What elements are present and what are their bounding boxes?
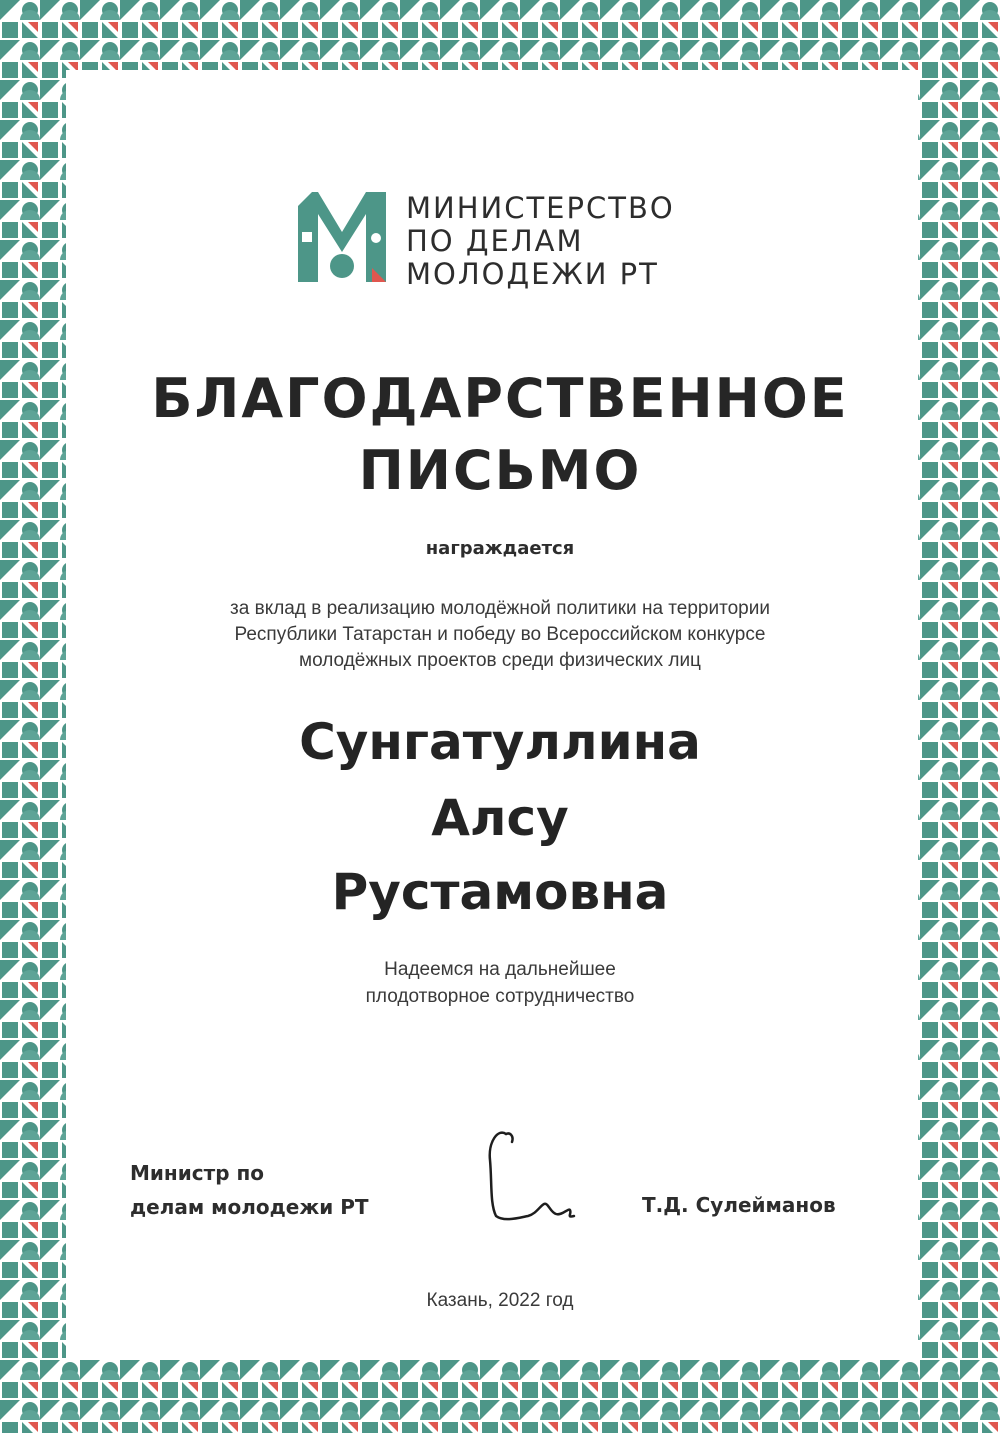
award-reason [0, 596, 1000, 674]
signatory-title [130, 1156, 369, 1224]
award-reason-line2: Республики Татарстан и победу во Всероссийском конкурсе [234, 624, 766, 645]
ministry-name-line3: МОЛОДЕЖИ РТ [406, 257, 659, 291]
awarded-label: награждается [425, 538, 575, 559]
closing-text [0, 956, 1000, 1010]
ministry-m-logo-icon [298, 192, 386, 282]
award-reason-line1: за вклад в реализацию молодёжной политики на территории [230, 598, 770, 619]
handwritten-signature-icon [470, 1120, 600, 1230]
closing-line1: Надеемся на дальнейшее [384, 959, 616, 980]
ministry-logo [298, 191, 718, 291]
place-and-date: Казань, 2022 год [426, 1290, 574, 1311]
recipient-first-name: Алсу [431, 789, 569, 847]
signatory-title-line2: делам молодежи РТ [130, 1195, 369, 1219]
recipient-surname: Сунгатуллина [299, 713, 701, 771]
ministry-name-line1: МИНИСТЕРСТВО [406, 191, 675, 225]
ministry-name-line2: ПО ДЕЛАМ [406, 224, 584, 258]
signatory-title-line1: Министр по [130, 1161, 265, 1185]
closing-line2: плодотворное сотрудничество [365, 986, 635, 1007]
award-reason-line3: молодёжных проектов среди физических лиц [299, 650, 701, 671]
ministry-name [406, 192, 675, 291]
signatory-name: Т.Д. Сулейманов [642, 1193, 836, 1217]
document-title-line2: ПИСЬМО [358, 439, 642, 502]
recipient-patronymic: Рустамовна [331, 863, 669, 921]
document-title-line1: БЛАГОДАРСТВЕННОЕ [151, 367, 849, 430]
